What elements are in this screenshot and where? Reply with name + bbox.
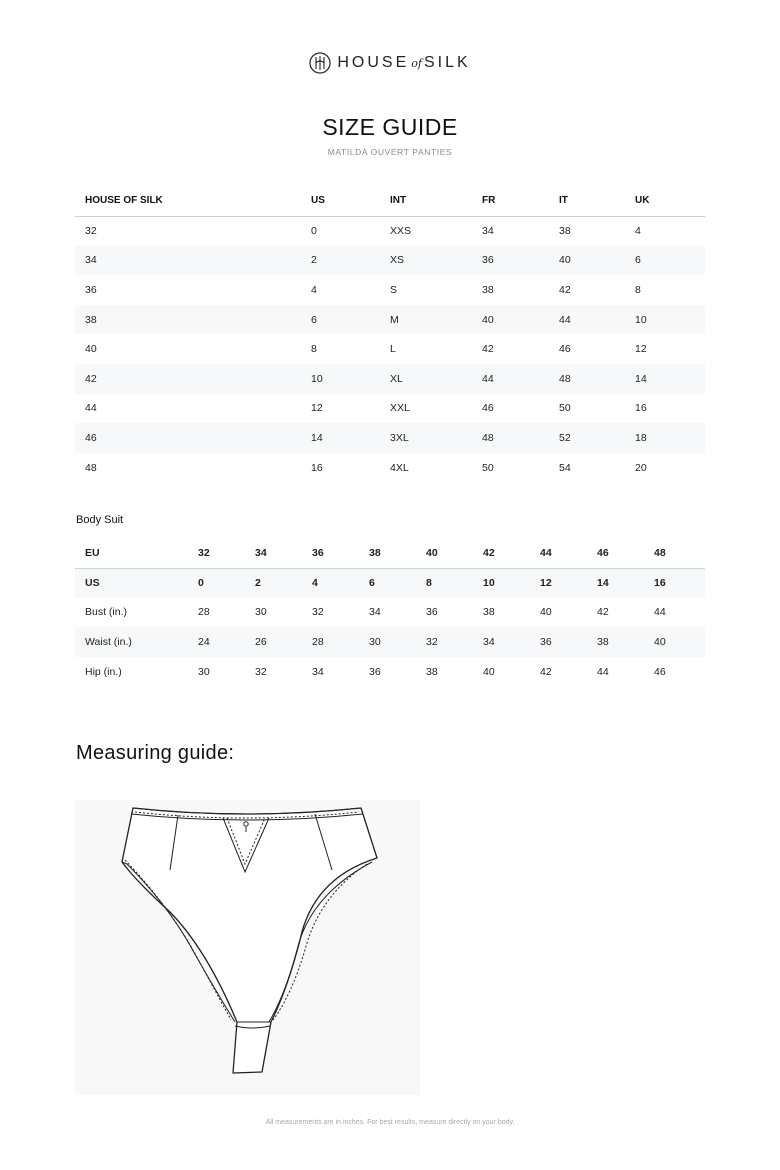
table-cell: 6 (369, 568, 426, 598)
table-cell: 38 (75, 305, 301, 335)
table-cell: 52 (549, 423, 625, 453)
table-cell: 26 (255, 627, 312, 657)
table-cell: 38 (483, 606, 495, 619)
table-row (75, 364, 705, 394)
table-cell: Waist (in.) (75, 627, 198, 657)
table-cell: 44 (85, 402, 97, 415)
table-cell: 24 (198, 627, 255, 657)
table-cell: 3XL (380, 423, 472, 453)
column-header: HOUSE OF SILK (75, 186, 301, 216)
column-header: 38 (369, 538, 426, 568)
table-cell: 14 (597, 568, 654, 598)
table-cell: 36 (426, 606, 438, 619)
table-cell: 44 (472, 364, 549, 394)
column-header: 36 (312, 538, 369, 568)
body-suit-table (75, 538, 705, 686)
table-cell: 40 (654, 627, 705, 657)
table-cell: 44 (654, 606, 666, 619)
table-cell: 36 (369, 665, 381, 678)
table-cell: 46 (75, 423, 301, 453)
table-cell: 48 (472, 423, 549, 453)
column-header: 48 (654, 538, 705, 568)
table-row (75, 657, 705, 687)
table-cell: 8 (635, 283, 641, 296)
column-header: UK (625, 186, 705, 216)
table-cell: 42 (75, 364, 301, 394)
brand-logo (0, 52, 780, 74)
table-cell: 6 (625, 246, 705, 276)
table-row (75, 598, 705, 628)
column-header: 34 (255, 538, 312, 568)
table-cell: 8 (311, 343, 317, 356)
size-conversion-table (75, 186, 705, 482)
table-cell: L (390, 343, 396, 356)
table-cell: 4 (311, 283, 317, 296)
table-cell: 10 (625, 305, 705, 335)
table-row (75, 453, 705, 483)
table-cell: 4XL (390, 461, 409, 474)
table-cell: 50 (482, 461, 494, 474)
table-cell: US (75, 568, 198, 598)
table-row (75, 216, 705, 246)
table-cell: 20 (635, 461, 647, 474)
table-row (75, 275, 705, 305)
table-cell: XXL (390, 402, 410, 415)
table-cell: 46 (559, 343, 571, 356)
table-cell: 40 (549, 246, 625, 276)
table-cell: 6 (301, 305, 380, 335)
table-row (75, 246, 705, 276)
table-cell: S (390, 283, 398, 296)
table-cell: 34 (75, 246, 301, 276)
column-header: 44 (540, 538, 597, 568)
table-cell: 54 (559, 461, 571, 474)
table-cell: 0 (198, 568, 255, 598)
table-cell: Hip (in.) (85, 665, 122, 678)
table-cell: 16 (654, 568, 705, 598)
table-cell: 8 (426, 568, 483, 598)
table-cell: 34 (312, 665, 324, 678)
brand-monogram-icon (309, 52, 331, 74)
table-cell: 38 (482, 283, 494, 296)
table-cell: Bust (in.) (85, 606, 128, 619)
table-cell: 12 (635, 343, 647, 356)
table-cell: 28 (198, 606, 210, 619)
table-cell: 40 (540, 606, 552, 619)
table-cell: 28 (312, 627, 369, 657)
column-header: FR (472, 186, 549, 216)
column-header: IT (549, 186, 625, 216)
table-row (75, 394, 705, 424)
table-cell: XL (380, 364, 472, 394)
table-cell: 16 (311, 461, 323, 474)
table-cell: 44 (549, 305, 625, 335)
table-cell: XXS (390, 225, 412, 238)
table-cell: 36 (85, 283, 97, 296)
table-cell: 34 (369, 606, 381, 619)
table-cell: 40 (85, 343, 97, 356)
table-cell: 34 (482, 225, 494, 238)
table-cell: 12 (540, 568, 597, 598)
column-header: 32 (198, 538, 255, 568)
table-cell: 0 (311, 225, 317, 238)
column-header: 42 (483, 538, 540, 568)
table-cell: 18 (625, 423, 705, 453)
column-header: EU (75, 538, 198, 568)
table-cell: 38 (559, 225, 571, 238)
table-cell: 42 (482, 343, 494, 356)
column-header: 40 (426, 538, 483, 568)
column-header: US (301, 186, 380, 216)
table-row (75, 568, 705, 598)
table-cell: 34 (483, 627, 540, 657)
table-row (75, 423, 705, 453)
table-cell: 32 (85, 225, 97, 238)
table-cell: 40 (472, 305, 549, 335)
table-cell: 10 (483, 568, 540, 598)
high-waist-panty-icon (75, 800, 420, 1095)
table-row (75, 627, 705, 657)
page-title: SIZE GUIDE (322, 114, 458, 140)
table-cell: 48 (85, 461, 97, 474)
table-cell: 46 (654, 665, 666, 678)
column-header: INT (380, 186, 472, 216)
table-cell: 4 (635, 225, 641, 238)
table-cell: 42 (540, 665, 552, 678)
table-cell: 50 (559, 402, 571, 415)
body-suit-label: Body Suit (76, 514, 124, 526)
table-cell: 42 (559, 283, 571, 296)
table-cell: 30 (198, 665, 210, 678)
table-cell: 38 (597, 627, 654, 657)
table-cell: 46 (482, 402, 494, 415)
table-cell: 32 (255, 665, 267, 678)
table-cell: 42 (597, 606, 609, 619)
table-cell: 14 (301, 423, 380, 453)
panty-illustration (75, 800, 420, 1095)
table-cell: 32 (426, 627, 483, 657)
table-cell: 48 (549, 364, 625, 394)
table-cell: 36 (472, 246, 549, 276)
table-cell: 4 (312, 568, 369, 598)
table-cell: 32 (312, 606, 324, 619)
table-cell: 30 (255, 606, 267, 619)
table-cell: 38 (426, 665, 438, 678)
product-name: MATILDA OUVERT PANTIES (327, 147, 453, 157)
table-header-row (75, 538, 705, 568)
table-cell: 10 (301, 364, 380, 394)
table-cell: 16 (635, 402, 647, 415)
table-header-row (75, 186, 705, 216)
table-cell: 40 (483, 665, 495, 678)
table-row (75, 305, 705, 335)
table-row (75, 334, 705, 364)
measuring-guide-heading: Measuring guide: (76, 742, 235, 764)
column-header: 46 (597, 538, 654, 568)
table-cell: 36 (540, 627, 597, 657)
table-cell: XS (380, 246, 472, 276)
table-cell: 12 (311, 402, 323, 415)
table-cell: 44 (597, 665, 609, 678)
table-cell: M (380, 305, 472, 335)
table-cell: 14 (625, 364, 705, 394)
table-cell: 2 (301, 246, 380, 276)
brand-name: HOUSE of SILK (337, 54, 471, 71)
table-cell: 2 (255, 568, 312, 598)
footer-note: All measurements are in inches. For best results, measure directly on your body. (265, 1119, 515, 1126)
table-cell: 30 (369, 627, 426, 657)
